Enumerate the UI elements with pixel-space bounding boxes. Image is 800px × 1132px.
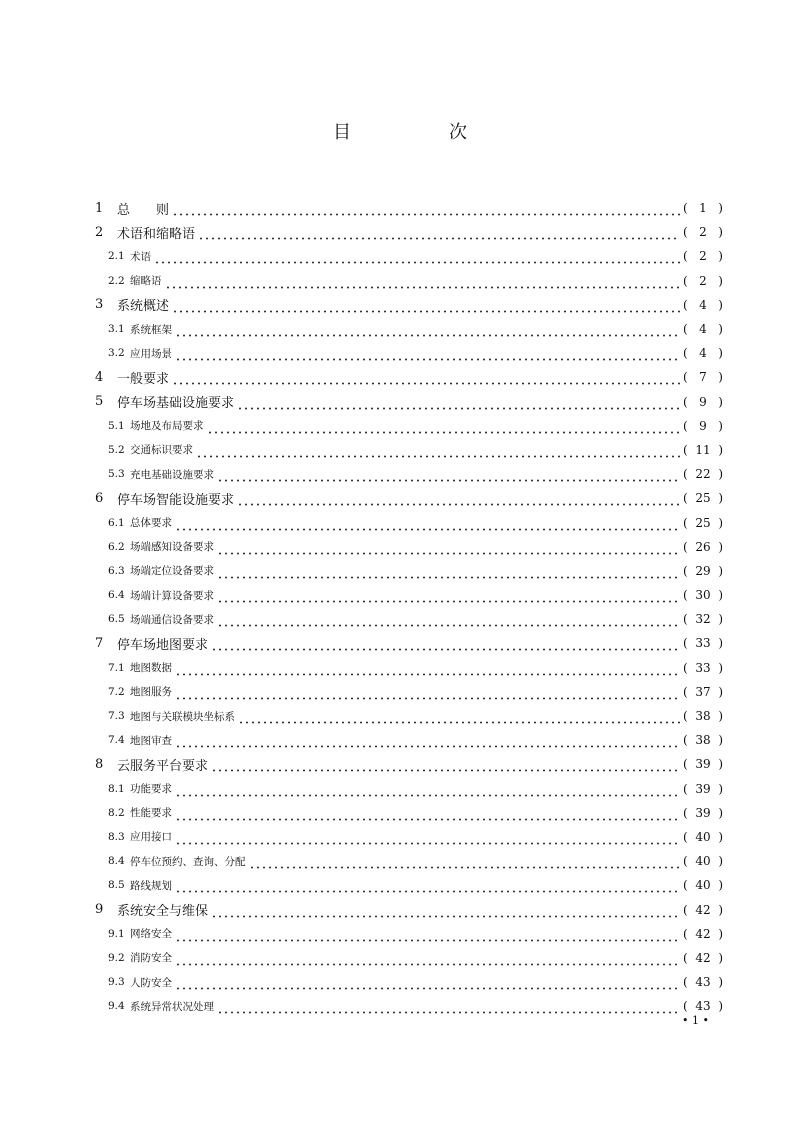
section-title: 场端通信设备要求 bbox=[130, 613, 214, 626]
page-ref: ( 2 ) bbox=[683, 273, 723, 288]
dot-leader bbox=[196, 448, 680, 458]
toc-entry[interactable] bbox=[95, 922, 723, 946]
section-number: 2.1 bbox=[108, 250, 125, 263]
section-number: 6.1 bbox=[108, 516, 125, 529]
page-ref: ( 1 ) bbox=[683, 201, 723, 216]
section-title: 消防安全 bbox=[130, 952, 172, 965]
toc-entry[interactable] bbox=[95, 656, 723, 680]
section-title: 停车场基础设施要求 bbox=[117, 396, 235, 412]
toc-entry[interactable] bbox=[95, 897, 723, 921]
section-title: 停车场智能设施要求 bbox=[117, 492, 235, 508]
section-number: 6.3 bbox=[108, 564, 125, 577]
dot-leader bbox=[175, 883, 680, 893]
section-title: 术语和缩略语 bbox=[117, 226, 196, 242]
section-title: 场端定位设备要求 bbox=[130, 565, 214, 578]
section-number: 8.5 bbox=[108, 879, 125, 892]
toc-entry[interactable] bbox=[95, 390, 723, 414]
section-number: 7.1 bbox=[108, 661, 125, 674]
toc-entry[interactable] bbox=[95, 535, 723, 559]
toc-entry[interactable] bbox=[95, 704, 723, 728]
page-ref: ( 40 ) bbox=[683, 829, 723, 844]
table-of-contents bbox=[95, 196, 723, 1018]
page-ref: ( 42 ) bbox=[683, 926, 723, 941]
toc-entry[interactable] bbox=[95, 728, 723, 752]
dot-leader bbox=[238, 714, 680, 724]
page-ref: ( 39 ) bbox=[683, 805, 723, 820]
dot-leader bbox=[175, 327, 680, 337]
section-title: 应用场景 bbox=[130, 347, 172, 360]
section-number: 6 bbox=[95, 490, 104, 506]
page-ref: ( 39 ) bbox=[683, 757, 723, 772]
section-title: 充电基础设施要求 bbox=[130, 468, 214, 481]
toc-entry[interactable] bbox=[95, 680, 723, 704]
toc-entry[interactable] bbox=[95, 269, 723, 293]
dot-leader bbox=[217, 545, 680, 555]
section-number: 8.1 bbox=[108, 782, 125, 795]
toc-entry[interactable] bbox=[95, 365, 723, 389]
page-ref: ( 42 ) bbox=[683, 902, 723, 917]
section-number: 3.2 bbox=[108, 347, 125, 360]
dot-leader bbox=[175, 956, 680, 966]
dot-leader bbox=[211, 908, 680, 918]
toc-entry[interactable] bbox=[95, 244, 723, 268]
section-number: 6.4 bbox=[108, 589, 125, 602]
section-title: 场地及布局要求 bbox=[130, 420, 204, 433]
toc-entry[interactable] bbox=[95, 559, 723, 583]
section-number: 8.2 bbox=[108, 806, 125, 819]
page-ref: ( 11 ) bbox=[683, 442, 723, 457]
section-title: 系统异常状况处理 bbox=[130, 1000, 214, 1013]
dot-leader bbox=[217, 1004, 680, 1014]
dot-leader bbox=[175, 787, 680, 797]
toc-entry[interactable] bbox=[95, 293, 723, 317]
toc-entry[interactable] bbox=[95, 631, 723, 655]
dot-leader bbox=[217, 472, 680, 482]
page-number: • 1 • bbox=[682, 1014, 709, 1027]
toc-entry[interactable] bbox=[95, 873, 723, 897]
page-ref: ( 33 ) bbox=[683, 636, 723, 651]
section-title: 总体要求 bbox=[130, 517, 172, 530]
section-title: 停车场地图要求 bbox=[117, 637, 209, 653]
page-ref: ( 9 ) bbox=[683, 418, 723, 433]
page-ref: ( 42 ) bbox=[683, 950, 723, 965]
page-ref: ( 2 ) bbox=[683, 249, 723, 264]
section-title: 场端感知设备要求 bbox=[130, 541, 214, 554]
section-title: 性能要求 bbox=[130, 807, 172, 820]
dot-leader bbox=[237, 496, 680, 506]
section-number: 8 bbox=[95, 756, 104, 772]
section-number: 2 bbox=[95, 224, 104, 240]
section-number: 9.3 bbox=[108, 976, 125, 989]
page-ref: ( 43 ) bbox=[683, 999, 723, 1014]
page-ref: ( 38 ) bbox=[683, 709, 723, 724]
page-ref: ( 30 ) bbox=[683, 588, 723, 603]
section-number: 9.1 bbox=[108, 927, 125, 940]
toc-entry[interactable] bbox=[95, 849, 723, 873]
section-title: 术语 bbox=[130, 250, 151, 263]
section-number: 8.3 bbox=[108, 830, 125, 843]
toc-entry[interactable] bbox=[95, 777, 723, 801]
toc-entry[interactable] bbox=[95, 438, 723, 462]
toc-entry[interactable] bbox=[95, 946, 723, 970]
page-ref: ( 39 ) bbox=[683, 781, 723, 796]
dot-leader bbox=[217, 569, 680, 579]
section-title: 地图审查 bbox=[130, 734, 172, 747]
section-number: 7 bbox=[95, 635, 104, 651]
page-ref: ( 33 ) bbox=[683, 660, 723, 675]
section-title: 功能要求 bbox=[130, 783, 172, 796]
dot-leader bbox=[175, 521, 680, 531]
page-ref: ( 7 ) bbox=[683, 370, 723, 385]
section-title: 场端计算设备要求 bbox=[130, 589, 214, 602]
section-title: 地图与关联模块坐标系 bbox=[130, 710, 235, 723]
dot-leader bbox=[207, 424, 681, 434]
section-title: 网络安全 bbox=[130, 928, 172, 941]
page-ref: ( 25 ) bbox=[683, 515, 723, 530]
section-number: 6.2 bbox=[108, 540, 125, 553]
section-title: 云服务平台要求 bbox=[117, 758, 209, 774]
section-number: 2.2 bbox=[108, 274, 125, 287]
dot-leader bbox=[249, 859, 681, 869]
toc-entry[interactable] bbox=[95, 486, 723, 510]
toc-entry[interactable] bbox=[95, 196, 723, 220]
page-ref: ( 43 ) bbox=[683, 975, 723, 990]
dot-leader bbox=[172, 206, 680, 216]
section-number: 9 bbox=[95, 902, 104, 918]
page-ref: ( 2 ) bbox=[683, 225, 723, 240]
section-title: 应用接口 bbox=[130, 831, 172, 844]
section-number: 3 bbox=[95, 297, 104, 313]
section-title: 系统安全与维保 bbox=[117, 904, 209, 920]
section-number: 4 bbox=[95, 369, 104, 385]
page-ref: ( 32 ) bbox=[683, 612, 723, 627]
toc-entry[interactable] bbox=[95, 462, 723, 486]
section-number: 7.4 bbox=[108, 734, 125, 747]
toc-entry[interactable] bbox=[95, 220, 723, 244]
page-ref: ( 26 ) bbox=[683, 539, 723, 554]
section-title: 停车位预约、查询、分配 bbox=[130, 855, 246, 868]
page-ref: ( 29 ) bbox=[683, 563, 723, 578]
toc-entry[interactable] bbox=[95, 607, 723, 631]
section-number: 1 bbox=[95, 200, 104, 216]
toc-entry[interactable] bbox=[95, 970, 723, 994]
dot-leader bbox=[175, 666, 680, 676]
section-title: 路线规划 bbox=[130, 879, 172, 892]
toc-entry[interactable] bbox=[95, 825, 723, 849]
dot-leader bbox=[172, 375, 680, 385]
section-number: 5.3 bbox=[108, 468, 125, 481]
section-number: 6.5 bbox=[108, 613, 125, 626]
section-number: 5.1 bbox=[108, 419, 125, 432]
section-number: 8.4 bbox=[108, 855, 125, 868]
section-number: 9.4 bbox=[108, 1000, 125, 1013]
dot-leader bbox=[175, 690, 680, 700]
section-number: 7.2 bbox=[108, 685, 125, 698]
page-ref: ( 38 ) bbox=[683, 733, 723, 748]
toc-entry[interactable] bbox=[95, 414, 723, 438]
dot-leader bbox=[165, 279, 681, 289]
dot-leader bbox=[198, 230, 680, 240]
dot-leader bbox=[217, 617, 680, 627]
section-number: 5.2 bbox=[108, 443, 125, 456]
section-title: 一般要求 bbox=[117, 371, 170, 387]
section-title: 地图服务 bbox=[130, 686, 172, 699]
section-number: 7.3 bbox=[108, 710, 125, 723]
page-title: 目 次 bbox=[333, 122, 507, 143]
dot-leader bbox=[175, 932, 680, 942]
dot-leader bbox=[217, 593, 680, 603]
section-title: 交通标识要求 bbox=[130, 444, 193, 457]
page-ref: ( 4 ) bbox=[683, 297, 723, 312]
page-ref: ( 22 ) bbox=[683, 467, 723, 482]
section-title: 地图数据 bbox=[130, 662, 172, 675]
toc-entry[interactable] bbox=[95, 994, 723, 1018]
toc-entry[interactable] bbox=[95, 801, 723, 825]
page-ref: ( 40 ) bbox=[683, 878, 723, 893]
page-ref: ( 9 ) bbox=[683, 394, 723, 409]
page-ref: ( 25 ) bbox=[683, 491, 723, 506]
page-ref: ( 4 ) bbox=[683, 346, 723, 361]
dot-leader bbox=[175, 811, 680, 821]
dot-leader bbox=[237, 400, 680, 410]
page-ref: ( 40 ) bbox=[683, 854, 723, 869]
dot-leader bbox=[175, 351, 680, 361]
section-title: 系统概述 bbox=[117, 299, 170, 315]
page-ref: ( 4 ) bbox=[683, 322, 723, 337]
section-number: 9.2 bbox=[108, 951, 125, 964]
dot-leader bbox=[175, 835, 680, 845]
dot-leader bbox=[154, 254, 680, 264]
page-ref: ( 37 ) bbox=[683, 684, 723, 699]
section-number: 3.1 bbox=[108, 323, 125, 336]
dot-leader bbox=[175, 738, 680, 748]
toc-entry[interactable] bbox=[95, 752, 723, 776]
section-title: 系统框架 bbox=[130, 323, 172, 336]
section-title: 人防安全 bbox=[130, 976, 172, 989]
dot-leader bbox=[211, 641, 680, 651]
dot-leader bbox=[175, 980, 680, 990]
toc-entry[interactable] bbox=[95, 341, 723, 365]
section-number: 5 bbox=[95, 394, 104, 410]
dot-leader bbox=[172, 303, 680, 313]
section-title: 总 则 bbox=[117, 202, 170, 218]
dot-leader bbox=[211, 762, 680, 772]
toc-entry[interactable] bbox=[95, 583, 723, 607]
toc-entry[interactable] bbox=[95, 510, 723, 534]
toc-entry[interactable] bbox=[95, 317, 723, 341]
section-title: 缩略语 bbox=[130, 275, 162, 288]
